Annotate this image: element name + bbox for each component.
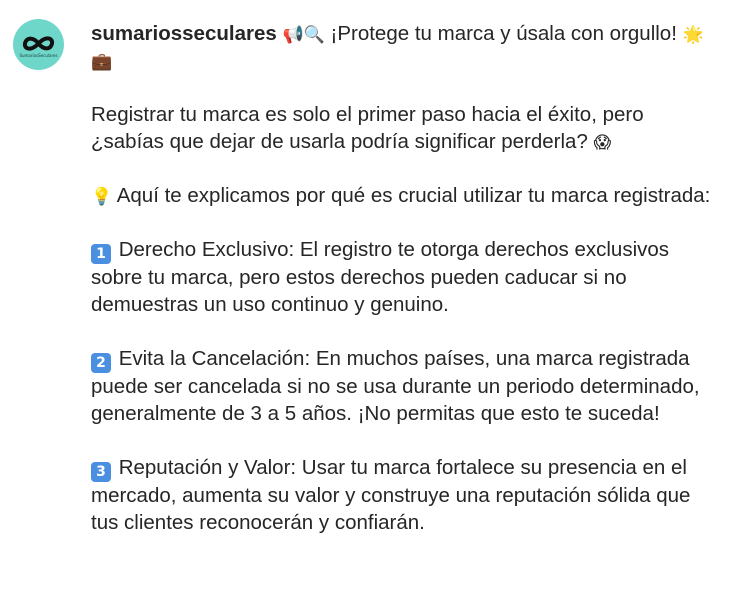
avatar[interactable] [13,19,64,70]
point-3-text: Reputación y Valor: Usar tu marca fortalece su presencia en el mercado, aumenta su valor y construye una reputación sólida que tus clientes reconocerán y confiarán. [91,456,691,534]
paragraph-1-text: Registrar tu marca es solo el primer paso hacia el éxito, pero ¿sabías que dejar de usarla podría significar perderla? [91,103,644,153]
point-2-text: Evita la Cancelación: En muchos países, una marca registrada puede ser cancelada si no se usa durante un periodo determinado, generalmente de 3 a 5 años. ¡No permitas que esto te suceda! [91,347,700,425]
intro-text: ¡Protege tu marca y úsala con orgullo! [324,22,683,45]
keycap-3-icon: 3 [91,462,111,482]
keycap-2-icon: 2 [91,353,111,373]
point-3 [91,454,711,536]
lightbulb-icon: 💡 [91,187,113,207]
briefcase-icon: 💼 [91,52,113,72]
infinity-logo-icon [13,19,64,70]
sparkle-icon: 🌟 [682,25,704,45]
point-1-text: Derecho Exclusivo: El registro te otorga derechos exclusivos sobre tu marca, pero estos derechos pueden caducar si no demuestras un uso continuo y genuino. [91,238,670,316]
magnifier-icon: 🔍 [303,25,325,45]
scream-face-icon: 😱 [593,133,612,153]
megaphone-icon: 📢 [282,25,304,45]
caption-paragraph-1 [91,101,711,155]
avatar-label: SumariosSeculares [19,53,58,58]
caption [91,20,711,536]
point-1 [91,236,711,318]
username-link[interactable]: sumariosseculares [91,22,277,45]
caption-paragraph-2 [91,182,711,209]
paragraph-2-text: Aquí te explicamos por qué es crucial utilizar tu marca registrada: [112,184,711,207]
caption-intro [91,20,711,74]
keycap-1-icon: 1 [91,244,111,264]
point-2 [91,345,711,427]
